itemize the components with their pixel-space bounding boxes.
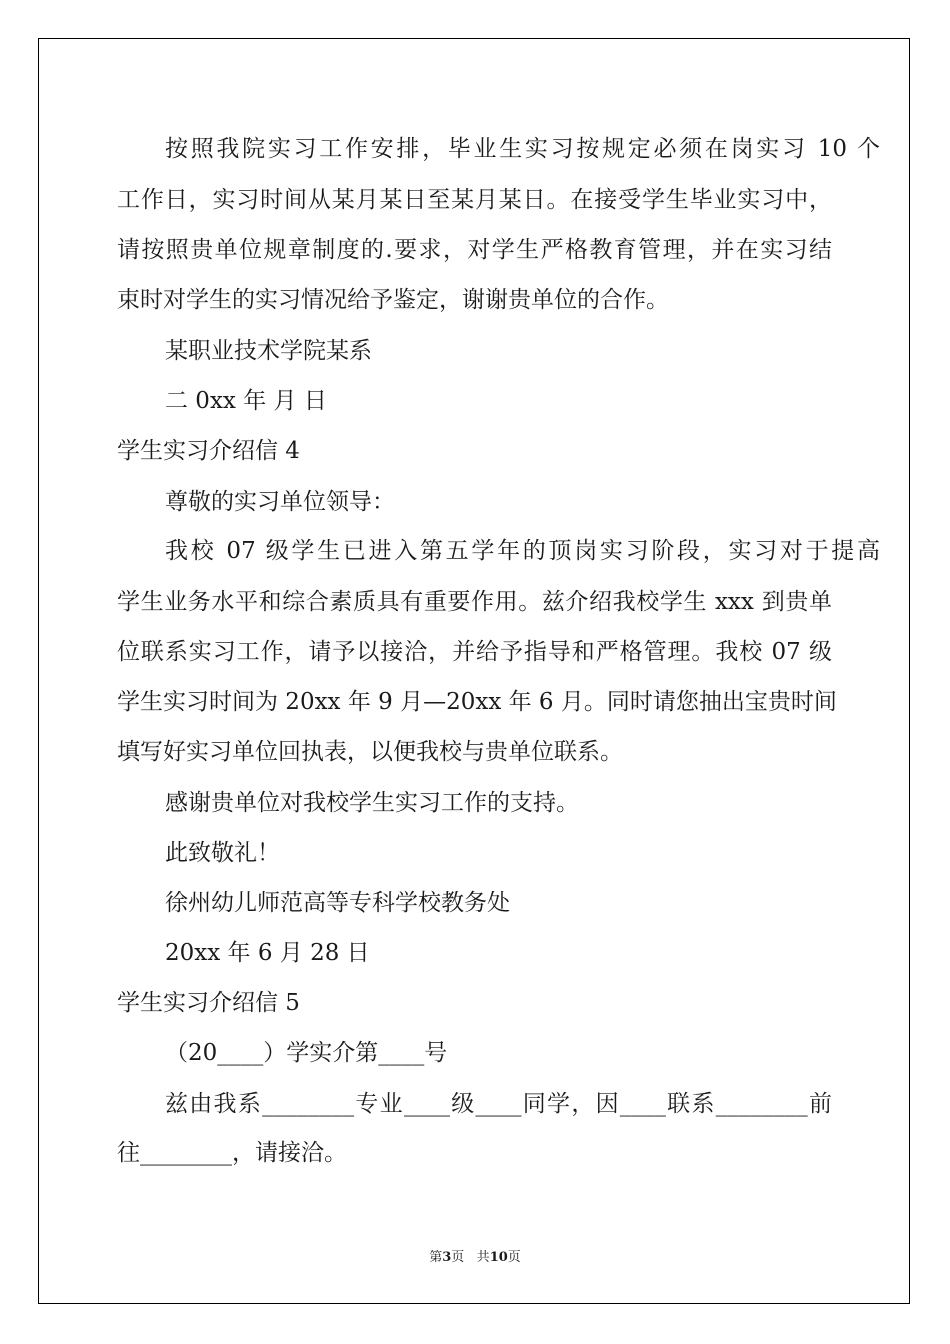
paragraph-line: 工作日，实习时间从某月某日至某月某日。在接受学生毕业实习中， — [117, 187, 832, 213]
total-prefix: 共 — [476, 1250, 490, 1265]
paragraph-line: 感谢贵单位对我校学生实习工作的支持。 — [165, 790, 579, 816]
closing: 此致敬礼！ — [165, 840, 280, 866]
paragraph-line: 我校 07 级学生已进入第五学年的顶岗实习阶段，实习对于提高 — [165, 538, 880, 564]
page-footer — [0, 1246, 950, 1265]
paragraph-line: 往________，请接洽。 — [117, 1140, 347, 1166]
paragraph-line: 束时对学生的实习情况给予鉴定，谢谢贵单位的合作。 — [117, 287, 669, 313]
paragraph-line: 按照我院实习工作安排，毕业生实习按规定必须在岗实习 10 个 — [165, 136, 880, 162]
section-heading: 学生实习介绍信 5 — [117, 990, 300, 1016]
paragraph-line: 填写好实习单位回执表，以便我校与贵单位联系。 — [117, 739, 623, 765]
section-heading: 学生实习介绍信 4 — [117, 438, 300, 464]
page-number: 3 — [442, 1250, 452, 1265]
paragraph-line: 兹由我系________专业____级____同学，因____联系________前 — [165, 1091, 832, 1117]
signature-org: 某职业技术学院某系 — [165, 338, 372, 364]
page-suffix: 页 — [451, 1250, 465, 1265]
paragraph-line: 请按照贵单位规章制度的.要求，对学生严格教育管理，并在实习结 — [117, 237, 832, 263]
salutation: 尊敬的实习单位领导： — [165, 489, 395, 515]
paragraph-line: 学生实习时间为 20xx 年 9 月—20xx 年 6 月。同时请您抽出宝贵时间 — [117, 689, 837, 715]
paragraph-line: 位联系实习工作，请予以接洽，并给予指导和严格管理。我校 07 级 — [117, 639, 832, 665]
page-prefix: 第 — [429, 1250, 443, 1265]
total-pages: 10 — [489, 1250, 508, 1265]
paragraph-line: 学生业务水平和综合素质具有重要作用。兹介绍我校学生 xxx 到贵单 — [117, 589, 832, 615]
signature-date: 20xx 年 6 月 28 日 — [165, 940, 370, 966]
reference-number: （20____）学实介第____号 — [165, 1040, 448, 1066]
signature-org: 徐州幼儿师范高等专科学校教务处 — [165, 890, 510, 916]
signature-date: 二 0xx 年 月 日 — [165, 388, 327, 414]
total-suffix: 页 — [507, 1250, 521, 1265]
